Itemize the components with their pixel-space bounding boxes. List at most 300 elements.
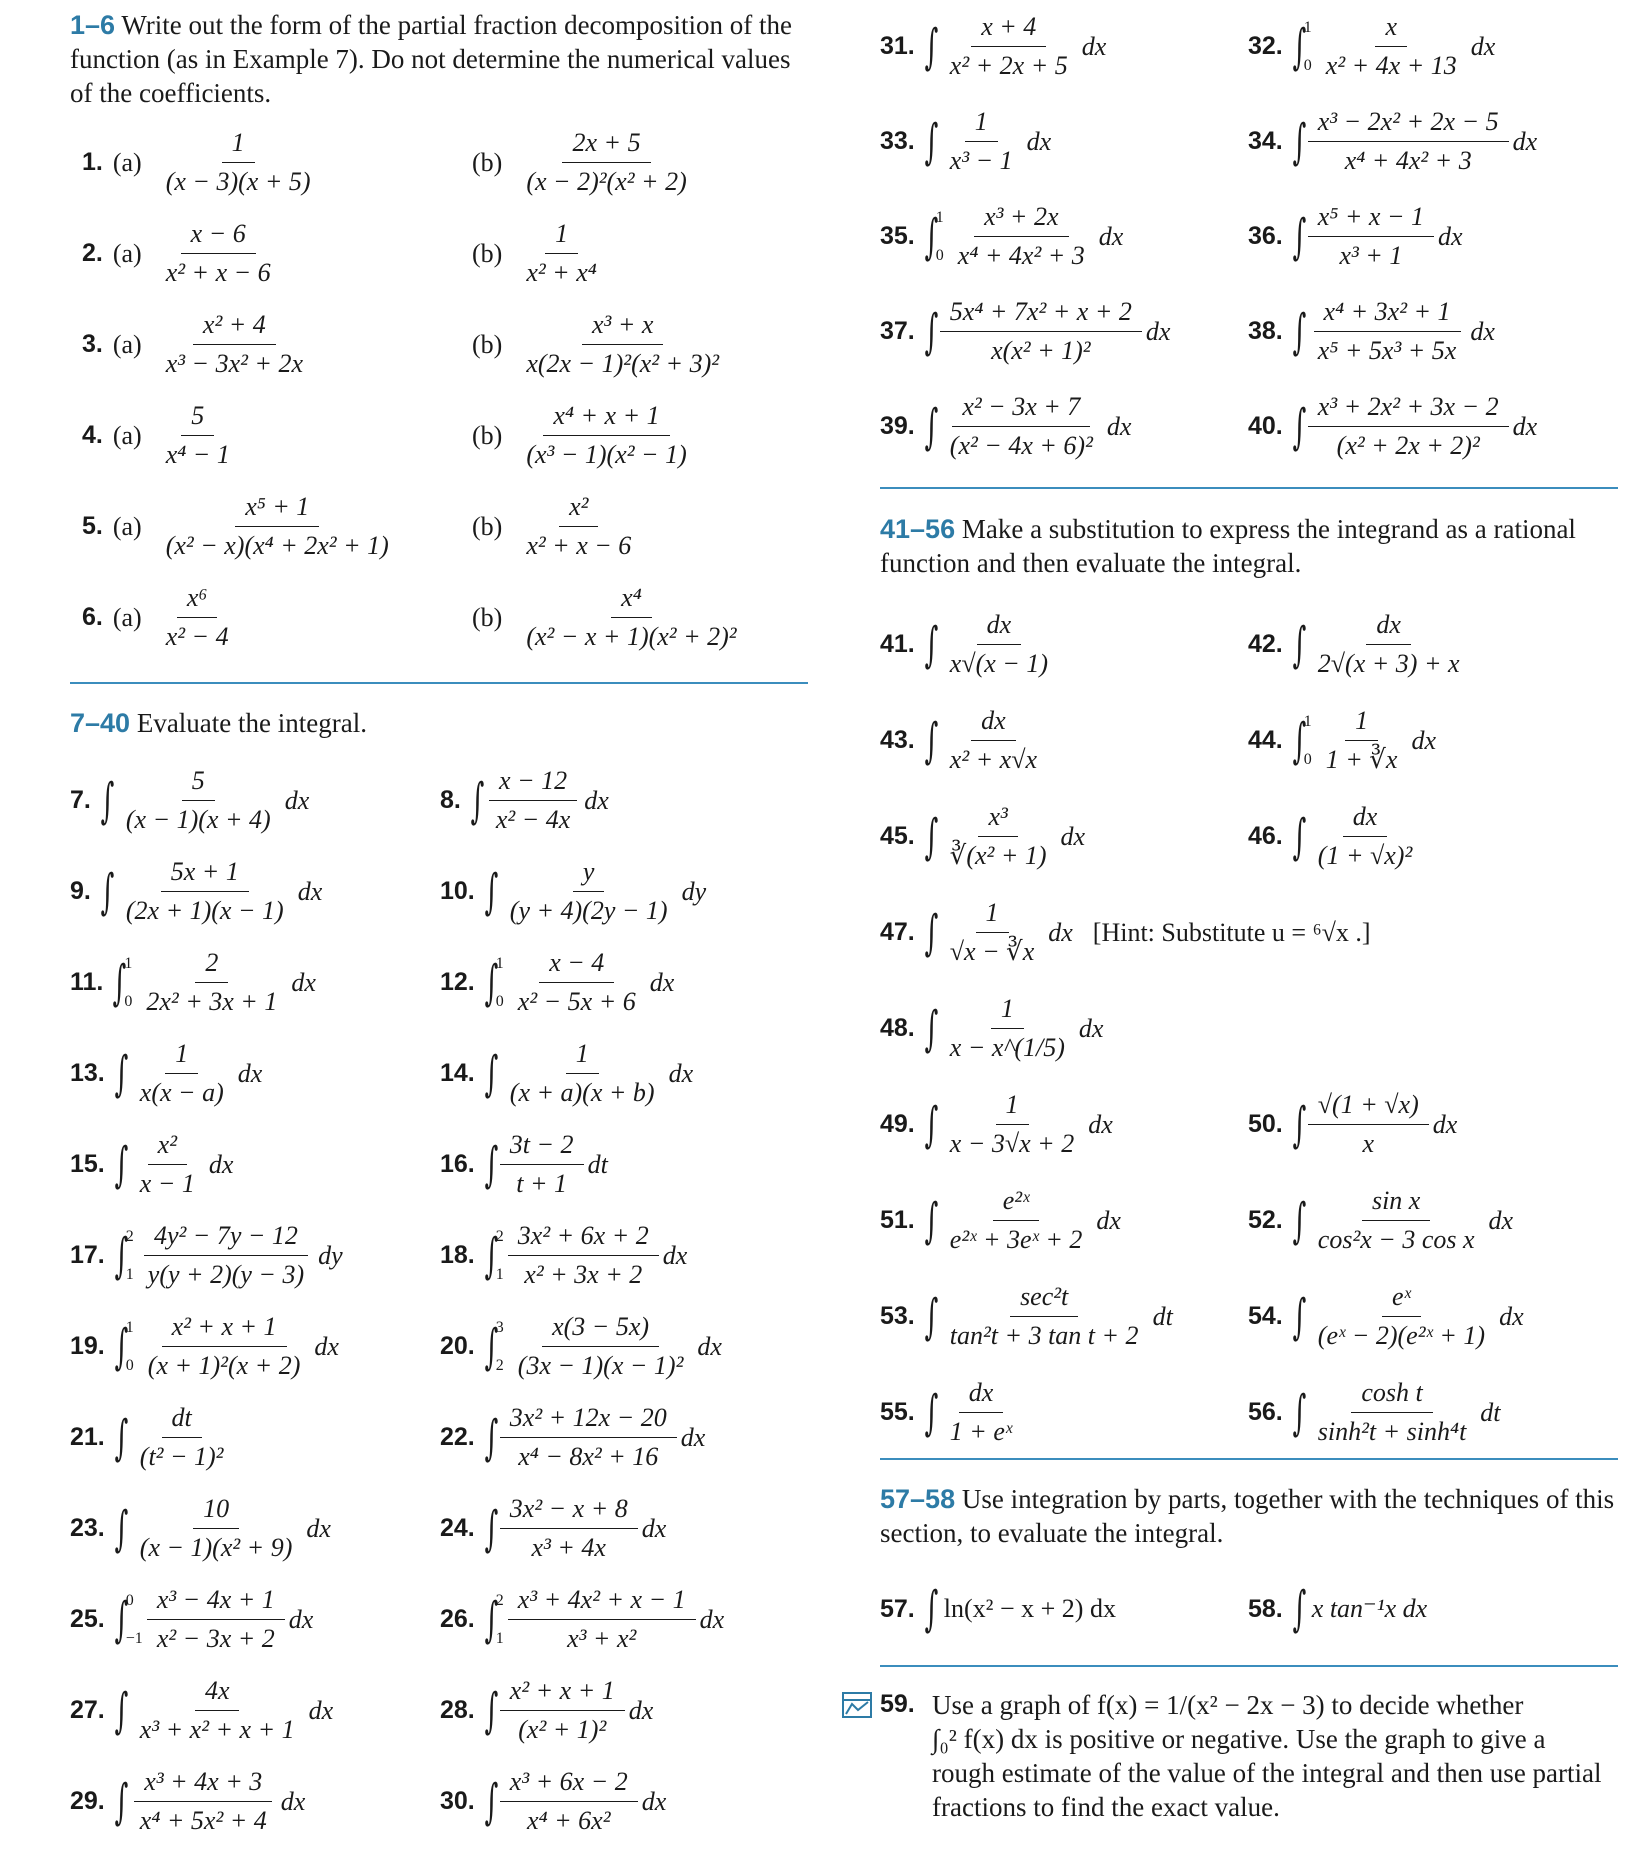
fraction <box>940 1090 1084 1159</box>
differential: dx <box>668 1058 694 1088</box>
integral-sign: ∫ <box>924 18 939 75</box>
problem-number: 58. <box>1248 1594 1283 1623</box>
problem-number: 49. <box>880 1110 915 1138</box>
integral-sign: ∫ <box>484 863 499 920</box>
fraction <box>1316 706 1408 775</box>
lower-limit: −1 <box>125 1629 143 1647</box>
fraction <box>130 1039 234 1108</box>
fraction <box>516 492 641 561</box>
differential: dx <box>697 1331 722 1361</box>
numerator: x² + x + 1 <box>162 1312 287 1347</box>
numerator: 1 <box>545 219 578 254</box>
numerator: x + 4 <box>971 12 1046 47</box>
denominator: x² + 2x + 5 <box>949 51 1068 80</box>
numerator: dx <box>971 706 1016 741</box>
problem-number: 59. <box>880 1690 915 1718</box>
problem-11 <box>70 948 316 1017</box>
problem-59-text <box>932 1688 1632 1824</box>
differential: dx <box>1081 31 1107 61</box>
section-3-header <box>880 512 1620 580</box>
lower-limit: 2 <box>495 1356 504 1374</box>
denominator: x√(x − 1) <box>949 649 1048 678</box>
denominator: x³ + x² + x + 1 <box>139 1715 295 1744</box>
fraction <box>1316 12 1467 81</box>
upper-limit: 3 <box>495 1318 504 1336</box>
denominator: (x + 1)²(x + 2) <box>147 1351 301 1380</box>
differential: dx <box>1088 1109 1113 1139</box>
denominator: √x − ∛x <box>949 937 1035 966</box>
differential: dx <box>1096 1205 1121 1235</box>
problem-number: 25. <box>70 1605 105 1633</box>
numerator: x² + x + 1 <box>500 1676 625 1711</box>
integral-sign: ∫ <box>1292 18 1307 75</box>
problem-number: 26. <box>440 1605 475 1633</box>
fraction <box>136 948 287 1017</box>
denominator: cos²x − 3 cos x <box>1317 1225 1475 1254</box>
problem-number: 28. <box>440 1696 475 1724</box>
numerator: x − 12 <box>489 766 577 801</box>
section-3-range: 41–56 <box>880 514 956 544</box>
integral-sign: ∫ <box>114 1591 129 1648</box>
fraction <box>1308 297 1467 366</box>
differential: dx <box>306 1513 331 1543</box>
numerator: sec²t <box>1010 1282 1078 1317</box>
problem-23 <box>70 1494 331 1563</box>
problem-number: 16. <box>440 1150 475 1178</box>
problem-1-a <box>82 128 321 197</box>
denominator: x⁵ + 5x³ + 5x <box>1317 336 1457 365</box>
denominator: (x − 2)²(x² + 2) <box>526 167 687 196</box>
integral-sign: ∫ <box>1292 1192 1307 1249</box>
problem-3-b <box>472 310 729 379</box>
part-label: (b) <box>472 329 503 359</box>
fraction <box>1308 107 1509 176</box>
section-divider <box>880 487 1618 489</box>
denominator: (x³ − 1)(x² − 1) <box>526 440 687 469</box>
section-1-instructions: Write out the form of the partial fraction decomposition of the function (as in Example 7). Do not determine the numerical values of the coefficients. <box>70 10 793 108</box>
fraction <box>940 12 1078 81</box>
integral-sign: ∫ <box>924 1384 939 1441</box>
denominator: x² − 4x <box>495 805 571 834</box>
integral-sign: ∫ <box>924 1000 939 1057</box>
numerator: x <box>1375 12 1407 47</box>
numerator: 1 <box>976 898 1009 933</box>
problem-8 <box>440 766 609 835</box>
fraction <box>516 583 746 652</box>
numerator: x² + 4 <box>193 310 276 345</box>
denominator: x(2x − 1)²(x² + 3)² <box>526 349 720 378</box>
problem-6-b <box>472 583 747 652</box>
fraction <box>130 1403 234 1472</box>
problem-number: 27. <box>70 1696 105 1724</box>
numerator: 1 <box>991 994 1024 1029</box>
problem-number: 45. <box>880 822 915 850</box>
problem-47 <box>880 898 1371 967</box>
numerator: √(1 + √x) <box>1308 1090 1429 1125</box>
part-label: (b) <box>472 602 503 632</box>
numerator: 5x⁴ + 7x² + x + 2 <box>940 297 1142 332</box>
fraction <box>1308 1186 1485 1255</box>
problem-number: 5. <box>82 512 103 540</box>
differential: dx <box>297 876 323 906</box>
integral-sign: ∫ <box>484 1591 499 1648</box>
denominator: (x + a)(x + b) <box>509 1078 655 1107</box>
fraction <box>1308 1282 1495 1351</box>
integral-sign: ∫ <box>924 398 939 455</box>
problem-48 <box>880 994 1103 1063</box>
denominator: x³ − 3x² + 2x <box>165 349 304 378</box>
problem-number: 50. <box>1248 1110 1283 1138</box>
differential: dt <box>1480 1397 1501 1427</box>
section-divider <box>880 1458 1618 1460</box>
differential: dy <box>681 876 707 906</box>
integral-sign: ∫ <box>114 1136 129 1193</box>
denominator: x(x² + 1)² <box>991 336 1091 365</box>
problem-number: 21. <box>70 1423 105 1451</box>
problem-27 <box>70 1676 333 1745</box>
numerator: sin x <box>1362 1186 1430 1221</box>
integral-sign: ∫ <box>484 1318 499 1375</box>
differential: dx <box>1432 1109 1458 1139</box>
differential: dx <box>628 1695 654 1725</box>
problem-57 <box>880 1581 1116 1637</box>
problem-number: 44. <box>1248 726 1283 754</box>
denominator: x⁴ + 6x² <box>527 1806 611 1835</box>
differential: dx <box>699 1604 725 1634</box>
differential: dt <box>587 1149 608 1179</box>
problem-54 <box>1248 1282 1524 1351</box>
numerator: 10 <box>193 1494 239 1529</box>
denominator: 2x² + 3x + 1 <box>146 987 278 1016</box>
fraction <box>156 219 281 288</box>
problem-number: 39. <box>880 412 915 440</box>
fraction <box>500 1494 638 1563</box>
differential: dx <box>1512 411 1538 441</box>
fraction <box>940 898 1044 967</box>
problem-number: 15. <box>70 1150 105 1178</box>
numerator: 1 <box>965 107 998 142</box>
fraction <box>500 1767 638 1836</box>
numerator: 1 <box>566 1039 599 1074</box>
denominator: (x² + 2x + 2)² <box>1336 431 1480 460</box>
numerator: x³ − 4x + 1 <box>147 1585 285 1620</box>
fraction <box>130 1130 205 1199</box>
numerator: x⁴ + 3x² + 1 <box>1314 297 1461 332</box>
lower-limit: 0 <box>935 246 944 264</box>
fraction <box>1308 392 1509 461</box>
numerator: 2 <box>195 948 228 983</box>
differential: dx <box>1078 1013 1104 1043</box>
problem-38 <box>1248 297 1495 366</box>
numerator: x² <box>559 492 598 527</box>
fraction <box>130 1676 305 1745</box>
problem-number: 57. <box>880 1594 915 1623</box>
integral-sign: ∫ <box>100 863 115 920</box>
problem-number: 9. <box>70 877 91 905</box>
problem-36 <box>1248 202 1463 271</box>
problem-58 <box>1248 1581 1428 1637</box>
problem-17 <box>70 1221 343 1290</box>
lower-limit: 0 <box>125 1356 134 1374</box>
problem-55 <box>880 1378 1022 1447</box>
numerator: dt <box>162 1403 202 1438</box>
problem-28 <box>440 1676 653 1745</box>
integral-sign: ∫ <box>924 208 939 265</box>
problem-7 <box>70 766 309 835</box>
problem-number: 32. <box>1248 32 1283 60</box>
problem-number: 31. <box>880 32 915 60</box>
differential: dx <box>662 1240 688 1270</box>
fraction <box>516 310 729 379</box>
differential: dx <box>208 1149 234 1179</box>
section-4-range: 57–58 <box>880 1484 956 1514</box>
denominator: 2√(x + 3) + x <box>1317 649 1460 678</box>
integral-sign: ∫ <box>1292 1384 1307 1441</box>
problem-number: 11. <box>70 968 104 996</box>
numerator: x³ <box>978 802 1017 837</box>
differential: dx <box>1048 917 1073 947</box>
problem-33 <box>880 107 1051 176</box>
numerator: 4y² − 7y − 12 <box>144 1221 308 1256</box>
fraction <box>147 1585 285 1654</box>
differential: dx <box>288 1604 314 1634</box>
denominator: x⁴ − 1 <box>165 440 230 469</box>
problem-31 <box>880 12 1106 81</box>
fraction <box>508 948 646 1017</box>
integral-sign: ∫ <box>1292 712 1307 769</box>
problem-59-line: ∫₀² f(x) dx is positive or negative. Use the graph to give a <box>932 1724 1546 1754</box>
problem-35 <box>880 202 1123 271</box>
problem-number: 20. <box>440 1332 475 1360</box>
numerator: 3x² + 12x − 20 <box>500 1403 677 1438</box>
problem-number: 4. <box>82 421 103 449</box>
upper-limit: 2 <box>495 1227 504 1245</box>
problem-number: 54. <box>1248 1302 1283 1330</box>
problem-number: 18. <box>440 1241 475 1269</box>
denominator: 1 + eˣ <box>949 1417 1013 1446</box>
integral-sign: ∫ <box>924 1192 939 1249</box>
fraction <box>1308 610 1470 679</box>
fraction <box>1308 202 1434 271</box>
upper-limit: 1 <box>1303 712 1312 730</box>
numerator: x³ + x <box>582 310 663 345</box>
numerator: e²ˣ <box>993 1186 1040 1221</box>
problem-20 <box>440 1312 722 1381</box>
fraction <box>1308 1378 1477 1447</box>
problem-4-a <box>82 401 240 470</box>
fraction <box>156 310 313 379</box>
denominator: (x − 3)(x + 5) <box>165 167 311 196</box>
fraction <box>516 401 696 470</box>
problem-3-a <box>82 310 313 379</box>
integral-sign: ∫ <box>484 1227 499 1284</box>
problem-32 <box>1248 12 1495 81</box>
denominator: x² + 4x + 13 <box>1325 51 1457 80</box>
section-divider <box>880 1665 1618 1667</box>
numerator: x³ + 6x − 2 <box>500 1767 638 1802</box>
integral-sign: ∫ <box>1292 303 1307 360</box>
problem-46 <box>1248 802 1422 871</box>
problem-number: 3. <box>82 330 103 358</box>
problem-25 <box>70 1585 313 1654</box>
integral-sign: ∫ <box>924 113 939 170</box>
numerator: 5 <box>182 766 215 801</box>
fraction <box>116 766 281 835</box>
denominator: 1 + ∛x <box>1325 745 1398 774</box>
differential: dx <box>237 1058 263 1088</box>
differential: dx <box>1098 221 1124 251</box>
fraction <box>516 219 606 288</box>
differential: dx <box>1145 316 1171 346</box>
numerator: dx <box>977 610 1022 645</box>
fraction <box>940 802 1057 871</box>
problem-15 <box>70 1130 233 1199</box>
problem-number: 48. <box>880 1014 915 1042</box>
fraction <box>516 128 696 197</box>
problem-number: 55. <box>880 1398 915 1426</box>
numerator: 1 <box>1345 706 1378 741</box>
integral-sign: ∫ <box>1292 208 1307 265</box>
problem-number: 37. <box>880 317 915 345</box>
problem-40 <box>1248 392 1537 461</box>
integral-sign: ∫ <box>470 772 485 829</box>
problem-number: 30. <box>440 1787 475 1815</box>
differential: dx <box>284 785 310 815</box>
denominator: (y + 4)(2y − 1) <box>509 896 668 925</box>
problem-14 <box>440 1039 693 1108</box>
denominator: (x² − x)(x⁴ + 2x² + 1) <box>165 531 389 560</box>
denominator: ∛(x² + 1) <box>949 841 1047 870</box>
problem-number: 47. <box>880 918 915 946</box>
differential: dt <box>1152 1301 1173 1331</box>
numerator: 1 <box>222 128 255 163</box>
denominator: x − x^(1/5) <box>949 1033 1065 1062</box>
differential: dx <box>1512 126 1538 156</box>
problem-30 <box>440 1767 666 1836</box>
differential: dx <box>641 1513 667 1543</box>
integral-sign: ∫ <box>1292 1288 1307 1345</box>
denominator: x² + x√x <box>949 745 1038 774</box>
integral-sign: ∫ <box>1292 616 1307 673</box>
differential: dx <box>680 1422 706 1452</box>
fraction <box>156 583 239 652</box>
problem-number: 23. <box>70 1514 105 1542</box>
numerator: cosh t <box>1351 1378 1432 1413</box>
graphing-calculator-icon <box>842 1692 872 1718</box>
fraction <box>940 1282 1149 1351</box>
problem-number: 7. <box>70 786 91 814</box>
part-label: (a) <box>112 329 142 359</box>
integral-sign: ∫ <box>1292 1096 1307 1153</box>
part-label: (b) <box>472 420 503 450</box>
denominator: x − 3√x + 2 <box>949 1129 1075 1158</box>
fraction <box>116 857 294 926</box>
integral-sign: ∫ <box>484 1045 499 1102</box>
problem-37 <box>880 297 1170 366</box>
integral-sign: ∫ <box>924 904 939 961</box>
lower-limit: 0 <box>1303 750 1312 768</box>
fraction <box>940 706 1047 775</box>
fraction <box>130 1494 303 1563</box>
part-label: (a) <box>112 147 142 177</box>
integrand: x tan⁻¹x dx <box>1311 1594 1428 1623</box>
integral-sign: ∫ <box>1292 808 1307 865</box>
section-2-header <box>70 706 810 740</box>
fraction <box>138 1312 311 1381</box>
integrand: ln(x² − x + 2) dx <box>943 1594 1116 1623</box>
numerator: x⁴ <box>611 583 652 618</box>
problem-4-b <box>472 401 697 470</box>
integral-sign: ∫ <box>1292 113 1307 170</box>
denominator: x⁴ + 5x² + 4 <box>139 1806 267 1835</box>
numerator: x(3 − 5x) <box>542 1312 659 1347</box>
differential: dx <box>1470 31 1496 61</box>
numerator: x − 4 <box>539 948 614 983</box>
upper-limit: 0 <box>125 1591 134 1609</box>
denominator: x⁴ + 4x² + 3 <box>1344 146 1472 175</box>
fraction <box>940 297 1142 366</box>
denominator: x⁴ − 8x² + 16 <box>518 1442 659 1471</box>
part-label: (a) <box>112 420 142 450</box>
problem-number: 33. <box>880 127 915 155</box>
numerator: dx <box>1343 802 1388 837</box>
differential: dx <box>1438 221 1463 251</box>
denominator: (t² − 1)² <box>139 1442 224 1471</box>
problem-number: 56. <box>1248 1398 1283 1426</box>
problem-59-line: rough estimate of the value of the integral and then use partial <box>932 1758 1602 1788</box>
denominator: t + 1 <box>516 1169 568 1198</box>
denominator: x² + 3x + 2 <box>524 1260 643 1289</box>
denominator: x³ + x² <box>567 1624 637 1653</box>
upper-limit: 1 <box>1303 18 1312 36</box>
fraction <box>508 1221 659 1290</box>
problem-number: 42. <box>1248 630 1283 658</box>
differential: dx <box>1060 821 1086 851</box>
integral-sign: ∫ <box>484 1773 499 1830</box>
upper-limit: 2 <box>495 1591 504 1609</box>
fraction <box>130 1767 277 1836</box>
section-4-instructions: Use integration by parts, together with the techniques of this section, to evaluate the integral. <box>880 1484 1615 1548</box>
integral-sign: ∫ <box>114 1045 129 1102</box>
numerator: 3t − 2 <box>500 1130 584 1165</box>
integral-sign: ∫ <box>114 1773 129 1830</box>
problem-1-b <box>472 128 697 197</box>
part-label: (b) <box>472 238 503 268</box>
differential: dx <box>314 1331 339 1361</box>
integral-sign: ∫ <box>114 1409 129 1466</box>
fraction <box>500 1403 677 1472</box>
part-label: (b) <box>472 147 503 177</box>
upper-limit: 1 <box>125 1318 134 1336</box>
denominator: (x² − x + 1)(x² + 2)² <box>526 622 737 651</box>
problem-45 <box>880 802 1085 871</box>
integral-sign: ∫ <box>1292 1581 1307 1637</box>
integral-sign: ∫ <box>114 1682 129 1739</box>
section-1-header <box>70 8 810 110</box>
fraction <box>1308 802 1422 871</box>
fraction <box>948 202 1095 271</box>
numerator: x⁵ + 1 <box>235 492 319 527</box>
integral-sign: ∫ <box>484 954 499 1011</box>
numerator: 3x² + 6x + 2 <box>508 1221 659 1256</box>
fraction <box>940 107 1023 176</box>
problem-42 <box>1248 610 1470 679</box>
problem-49 <box>880 1090 1113 1159</box>
differential: dx <box>280 1786 306 1816</box>
fraction <box>508 1312 694 1381</box>
problem-number: 17. <box>70 1241 105 1269</box>
problem-44 <box>1248 706 1436 775</box>
